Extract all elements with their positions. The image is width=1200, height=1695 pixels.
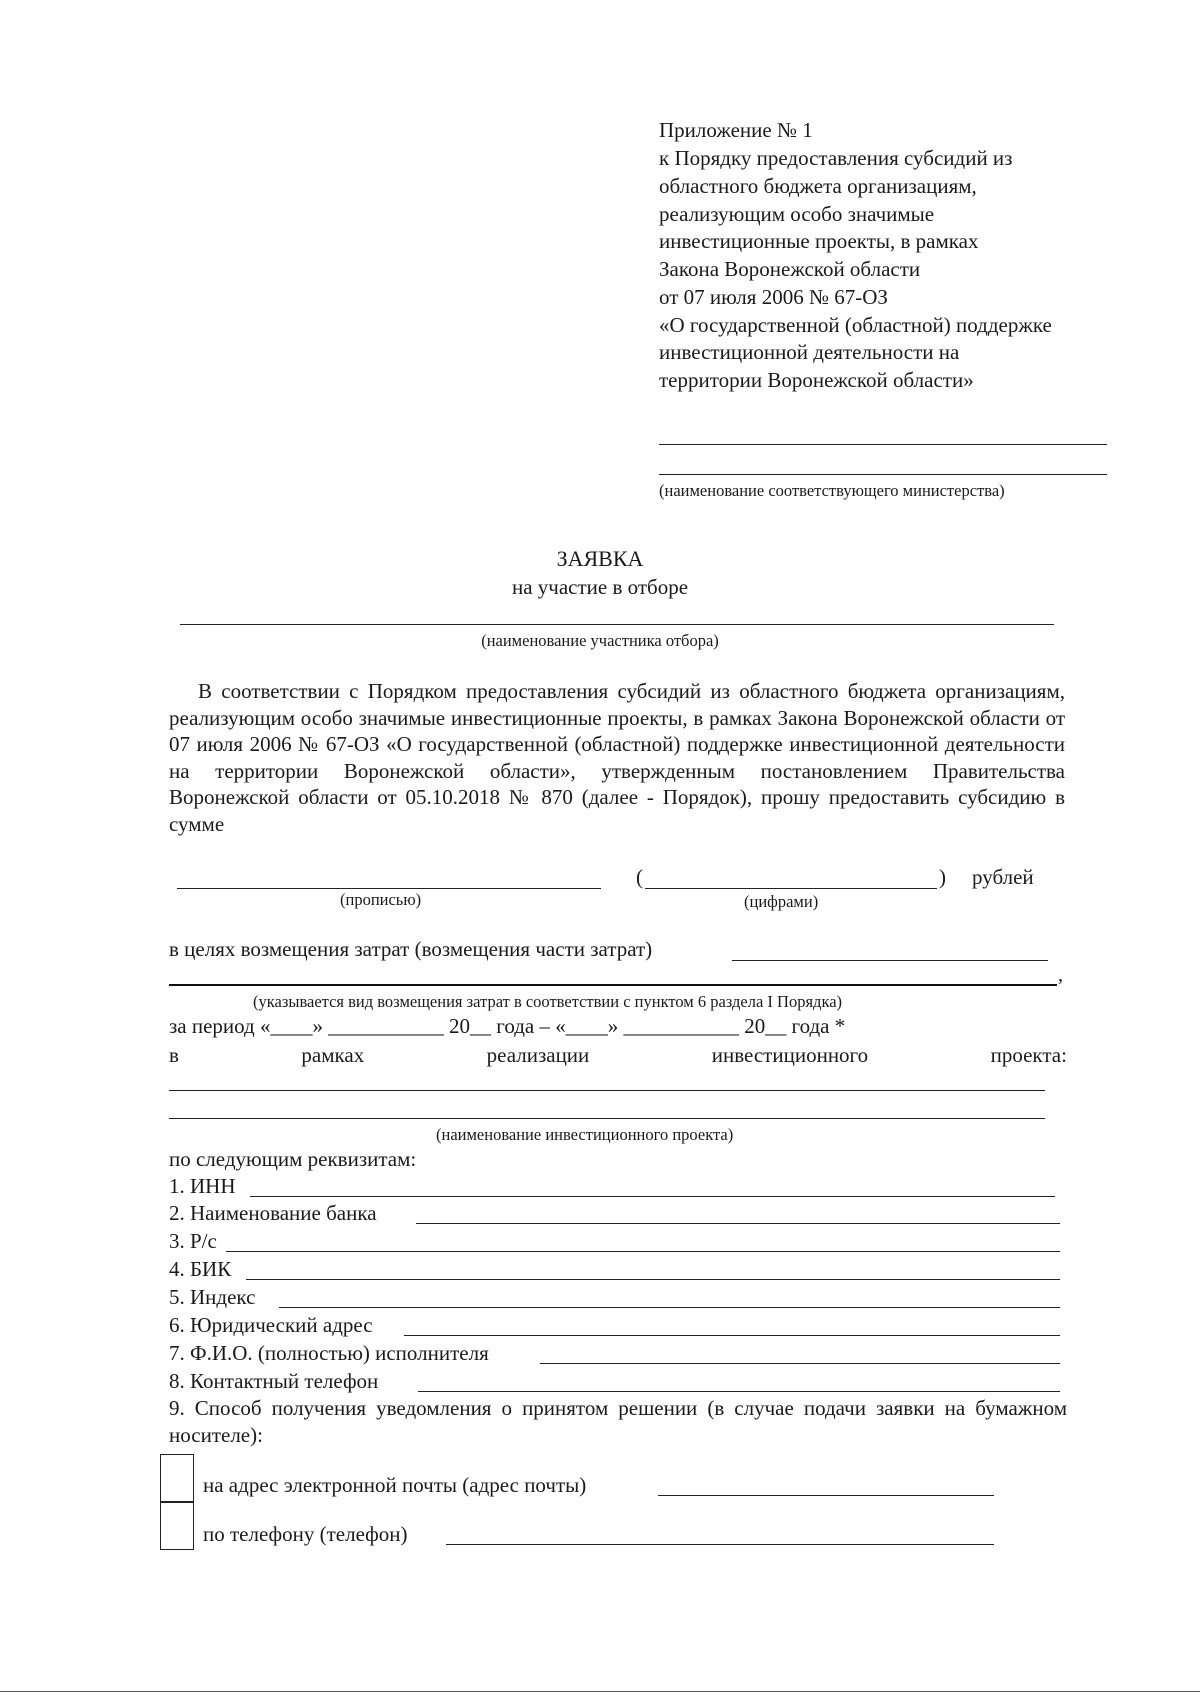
document-subtitle: на участие в отборе — [511, 575, 689, 599]
requisite-index-field[interactable] — [279, 1307, 1060, 1308]
ministry-field-line-1[interactable] — [659, 444, 1107, 445]
requisites-label: по следующим реквизитам: — [169, 1147, 417, 1171]
requisite-phone-field[interactable] — [418, 1391, 1060, 1392]
purpose-field-inline[interactable] — [732, 960, 1048, 961]
currency-label: рублей — [972, 865, 1034, 889]
page-bottom-edge — [0, 1691, 1200, 1692]
amount-close-paren: ) — [939, 865, 946, 889]
requisite-inn-label: 1. ИНН — [169, 1174, 236, 1198]
phone-option-label: по телефону (телефон) — [203, 1522, 408, 1546]
appendix-line: Закона Воронежской области — [659, 257, 921, 281]
appendix-line: к Порядку предоставления субсидий из — [659, 146, 1013, 170]
ministry-field-line-2[interactable] — [659, 474, 1107, 475]
requisite-phone-label: 8. Контактный телефон — [169, 1369, 379, 1393]
amount-words-field[interactable] — [177, 888, 601, 889]
requisite-executor-field[interactable] — [540, 1363, 1060, 1364]
amount-open-paren: ( — [636, 865, 643, 889]
appendix-line: территории Воронежской области» — [659, 368, 974, 392]
requisite-inn-field[interactable] — [250, 1196, 1055, 1197]
requisite-account-label: 3. Р/с — [169, 1229, 217, 1253]
requisite-index-label: 5. Индекс — [169, 1285, 256, 1309]
appendix-line: «О государственной (областной) поддержке — [659, 313, 1052, 337]
project-word: реализации — [486, 1043, 590, 1067]
requisite-account-field[interactable] — [226, 1251, 1060, 1252]
project-word: рамках — [301, 1043, 365, 1067]
main-paragraph: В соответствии с Порядком предоставления субсидий из областного бюджета организациям, реализующим особо значимые инвестиционные проекты, в рамках Закона Воронежской области от 07 июля 2006 № 67-ОЗ «О государственной (областной) поддержке инвестиционной деятельности на территории Воронежской области», утвержденным постановлением Правительства Воронежской области от 05.10.2018 № 870 (далее - Порядок), прошу предоставить субсидию в сумме — [169, 679, 1065, 836]
project-intro-row — [169, 1042, 1067, 1068]
requisite-bik-field[interactable] — [246, 1279, 1060, 1280]
notification-label: 9. Способ получения уведомления о принятом решении (в случае подачи заявки на бумажном носителе): — [169, 1396, 1067, 1447]
amount-digits-caption: (цифрами) — [744, 892, 819, 911]
phone-option-checkbox[interactable] — [160, 1502, 194, 1550]
project-word: инвестиционного — [711, 1043, 869, 1067]
requisite-bank-field[interactable] — [416, 1223, 1060, 1224]
project-word: проекта: — [990, 1043, 1067, 1067]
purpose-label: в целях возмещения затрат (возмещения части затрат) — [169, 937, 653, 961]
requisite-executor-label: 7. Ф.И.О. (полностью) исполнителя — [169, 1341, 489, 1365]
amount-digits-field[interactable] — [645, 888, 937, 889]
project-caption: (наименование инвестиционного проекта) — [436, 1125, 734, 1144]
requisite-address-label: 6. Юридический адрес — [169, 1313, 373, 1337]
email-option-label: на адрес электронной почты (адрес почты) — [203, 1473, 587, 1497]
email-option-checkbox[interactable] — [160, 1454, 194, 1502]
ministry-caption: (наименование соответствующего министерства) — [659, 481, 1005, 500]
purpose-comma: , — [1058, 964, 1063, 986]
project-field-line-2[interactable] — [169, 1118, 1045, 1119]
email-option-field[interactable] — [658, 1495, 994, 1496]
purpose-caption: (указывается вид возмещения затрат в соответствии с пунктом 6 раздела I Порядка) — [253, 992, 843, 1011]
appendix-line: инвестиционные проекты, в рамках — [659, 229, 979, 253]
amount-words-caption: (прописью) — [340, 890, 422, 909]
phone-option-field[interactable] — [446, 1544, 994, 1545]
requisite-address-field[interactable] — [404, 1335, 1060, 1336]
period-line[interactable]: за период «____» ___________ 20__ года – «____» ___________ 20__ года * — [169, 1014, 846, 1038]
appendix-line: от 07 июля 2006 № 67-ОЗ — [659, 285, 888, 309]
purpose-field-line[interactable] — [169, 984, 1057, 986]
appendix-line: реализующим особо значимые — [659, 202, 935, 226]
project-field-line-1[interactable] — [169, 1090, 1045, 1091]
participant-field-line[interactable] — [180, 624, 1054, 625]
requisite-bik-label: 4. БИК — [169, 1257, 232, 1281]
document-title: ЗАЯВКА — [556, 546, 644, 571]
appendix-line: инвестиционной деятельности на — [659, 340, 960, 364]
appendix-line: областного бюджета организациям, — [659, 174, 977, 198]
appendix-line: Приложение № 1 — [659, 118, 813, 142]
project-word: в — [169, 1043, 179, 1067]
requisite-bank-label: 2. Наименование банка — [169, 1201, 377, 1225]
participant-caption: (наименование участника отбора) — [481, 631, 719, 650]
